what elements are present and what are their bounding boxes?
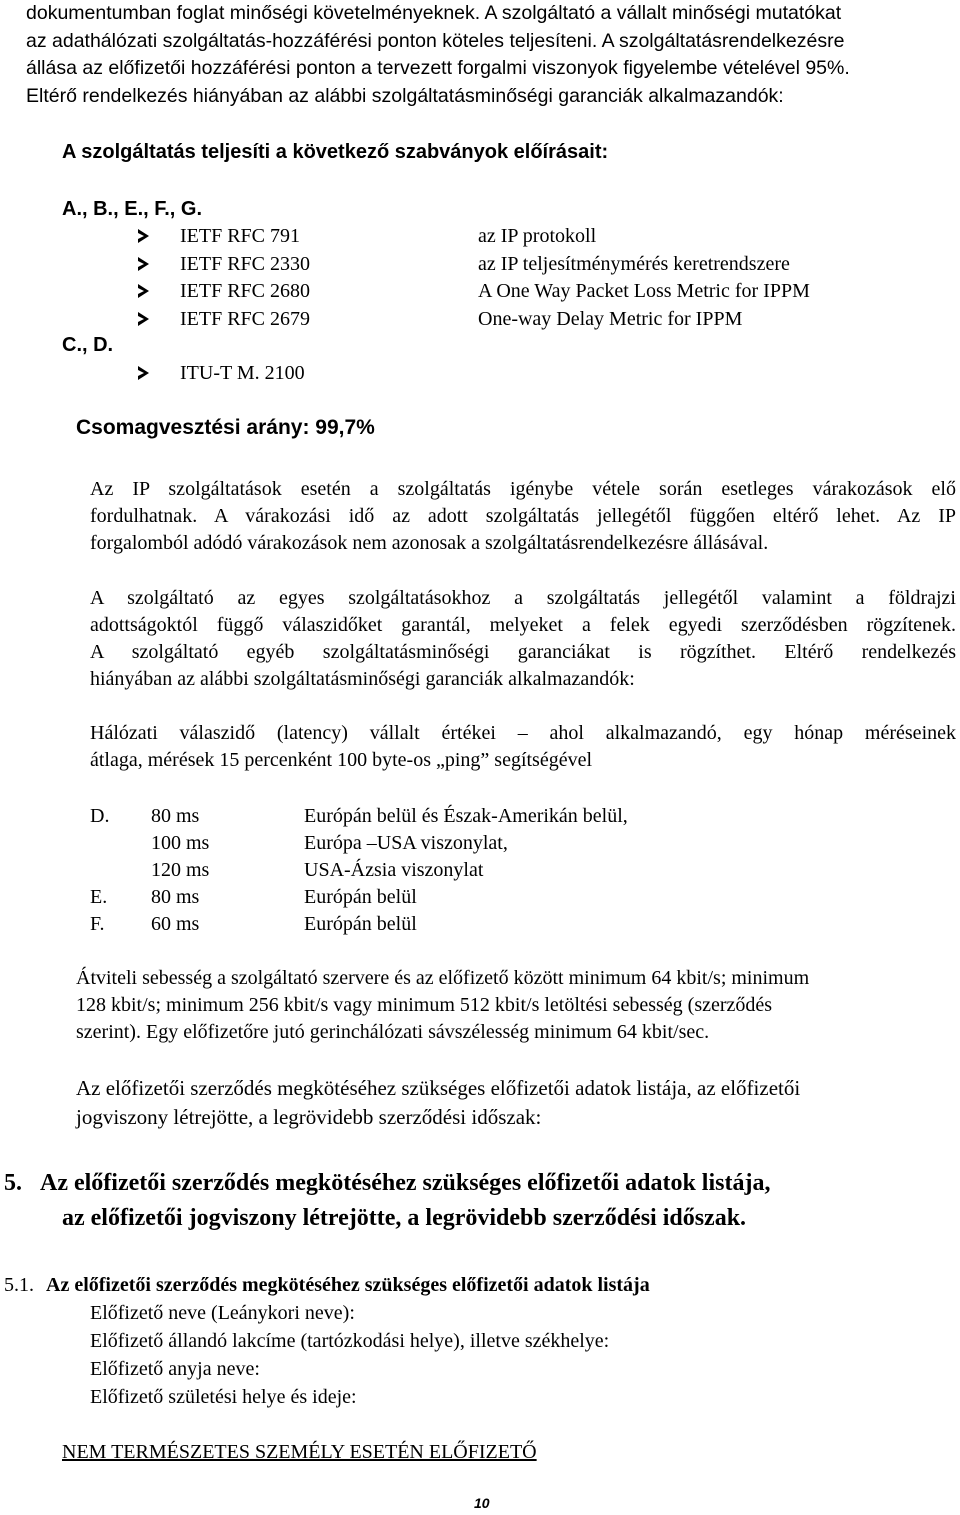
row-label: F. — [90, 913, 105, 935]
standard-code: IETF RFC 2679 — [180, 308, 311, 330]
speed-line-2: 128 kbit/s; minimum 256 kbit/s vagy minimum 512 kbit/s letöltési sebesség (szerződés — [76, 994, 773, 1016]
row-label: E. — [90, 886, 108, 908]
standard-code: IETF RFC 791 — [180, 225, 301, 247]
field-name: Előfizető neve (Leánykori neve): — [90, 1302, 355, 1324]
intro-line-3: állása az előfizetői hozzáférési ponton a tervezett forgalmi viszonyok figyelembe vételével 95%. — [26, 57, 850, 79]
standard-code: IETF RFC 2680 — [180, 280, 311, 302]
arrow-bullet-icon — [138, 366, 149, 380]
standard-desc: A One Way Packet Loss Metric for IPPM — [478, 280, 810, 302]
arrow-bullet-icon — [138, 312, 149, 326]
standards-group-1-label: A., B., E., F., G. — [62, 198, 203, 220]
intro-line-4: Eltérő rendelkezés hiányában az alábbi szolgáltatásminőségi garanciák alkalmazandók: — [26, 85, 784, 107]
row-label: D. — [90, 805, 110, 827]
standard-itu: ITU-T M. 2100 — [180, 362, 305, 384]
packet-loss-line-2: fordulhatnak. A várakozási idő az adott szolgáltatás jellegétől függően eltérő lehet. Az IP — [90, 505, 956, 527]
field-mother-name: Előfizető anyja neve: — [90, 1358, 260, 1380]
response-line-3: A szolgáltató egyéb szolgáltatásminőségi garanciákat is rögzíthet. Eltérő rendelkezés — [90, 641, 956, 663]
subscriber-intro-line-1: Az előfizetői szerződés megkötéséhez szükséges előfizetői adatok listája, az előfizetői — [76, 1076, 801, 1100]
standard-desc: az IP protokoll — [478, 225, 597, 247]
row-value: 100 ms — [151, 832, 210, 854]
row-value: 80 ms — [151, 886, 200, 908]
field-birth: Előfizető születési helye és ideje: — [90, 1386, 357, 1408]
row-desc: Európán belül és Észak-Amerikán belül, — [304, 805, 628, 827]
standards-group-2-label: C., D. — [62, 334, 114, 356]
speed-line-3: szerint). Egy előfizetőre jutó gerinchálózati sávszélesség minimum 64 kbit/sec. — [76, 1021, 710, 1043]
arrow-bullet-icon — [138, 257, 149, 271]
row-value: 120 ms — [151, 859, 210, 881]
section-51-number: 5.1. — [4, 1274, 34, 1296]
standards-heading: A szolgáltatás teljesíti a következő szabványok előírásait: — [62, 141, 609, 163]
packet-loss-line-3: forgalomból adódó várakozások nem azonosak a szolgáltatásrendelkezésre állásával. — [90, 532, 769, 554]
field-address: Előfizető állandó lakcíme (tartózkodási helye), illetve székhelye: — [90, 1330, 610, 1352]
row-value: 60 ms — [151, 913, 200, 935]
latency-line-1: Hálózati válaszidő (latency) vállalt értékei – ahol alkalmazandó, egy hónap méréseinek — [90, 722, 956, 744]
non-natural-person-heading: NEM TERMÉSZETES SZEMÉLY ESETÉN ELŐFIZETŐ — [62, 1441, 537, 1463]
subscriber-intro-line-2: jogviszony létrejötte, a legrövidebb szerződési időszak: — [76, 1105, 542, 1129]
packet-loss-line-1: Az IP szolgáltatások esetén a szolgáltatás igénybe vétele során esetleges várakozások elő — [90, 478, 956, 500]
section-5-number: 5. — [4, 1170, 22, 1196]
arrow-bullet-icon — [138, 229, 149, 243]
row-desc: Európán belül — [304, 886, 417, 908]
response-line-1: A szolgáltató az egyes szolgáltatásokhoz a szolgáltatás jellegétől valamint a földrajzi — [90, 587, 956, 609]
latency-line-2: átlaga, mérések 15 percenként 100 byte-os „ping” segítségével — [90, 749, 593, 771]
intro-line-2: az adathálózati szolgáltatás-hozzáférési ponton köteles teljesíteni. A szolgáltatásrendelkezésre — [26, 30, 845, 52]
row-value: 80 ms — [151, 805, 200, 827]
row-desc: USA-Ázsia viszonylat — [304, 859, 484, 881]
section-5-title-line-2: az előfizetői jogviszony létrejötte, a legrövidebb szerződési időszak. — [62, 1205, 747, 1231]
page-number: 10 — [474, 1495, 490, 1511]
packet-loss-heading: Csomagvesztési arány: 99,7% — [76, 416, 375, 439]
standard-desc: az IP teljesítménymérés keretrendszere — [478, 253, 790, 275]
row-desc: Európa –USA viszonylat, — [304, 832, 508, 854]
row-desc: Európán belül — [304, 913, 417, 935]
section-5-title-line-1: Az előfizetői szerződés megkötéséhez szükséges előfizetői adatok listája, — [40, 1170, 771, 1196]
speed-line-1: Átviteli sebesség a szolgáltató szervere és az előfizető között minimum 64 kbit/s; minimum — [76, 967, 810, 989]
response-line-2: adottságoktól függő válaszidőket garantál, melyeket a felek egyedi szerződésben rögzítenek. — [90, 614, 956, 636]
section-51-title: Az előfizetői szerződés megkötéséhez szükséges előfizetői adatok listája — [46, 1274, 650, 1296]
standard-desc: One-way Delay Metric for IPPM — [478, 308, 743, 330]
arrow-bullet-icon — [138, 284, 149, 298]
intro-line-1: dokumentumban foglat minőségi követelményeknek. A szolgáltató a vállalt minőségi mutatókat — [26, 2, 842, 24]
response-line-4: hiányában az alábbi szolgáltatásminőségi garanciák alkalmazandók: — [90, 668, 635, 690]
standard-code: IETF RFC 2330 — [180, 253, 311, 275]
